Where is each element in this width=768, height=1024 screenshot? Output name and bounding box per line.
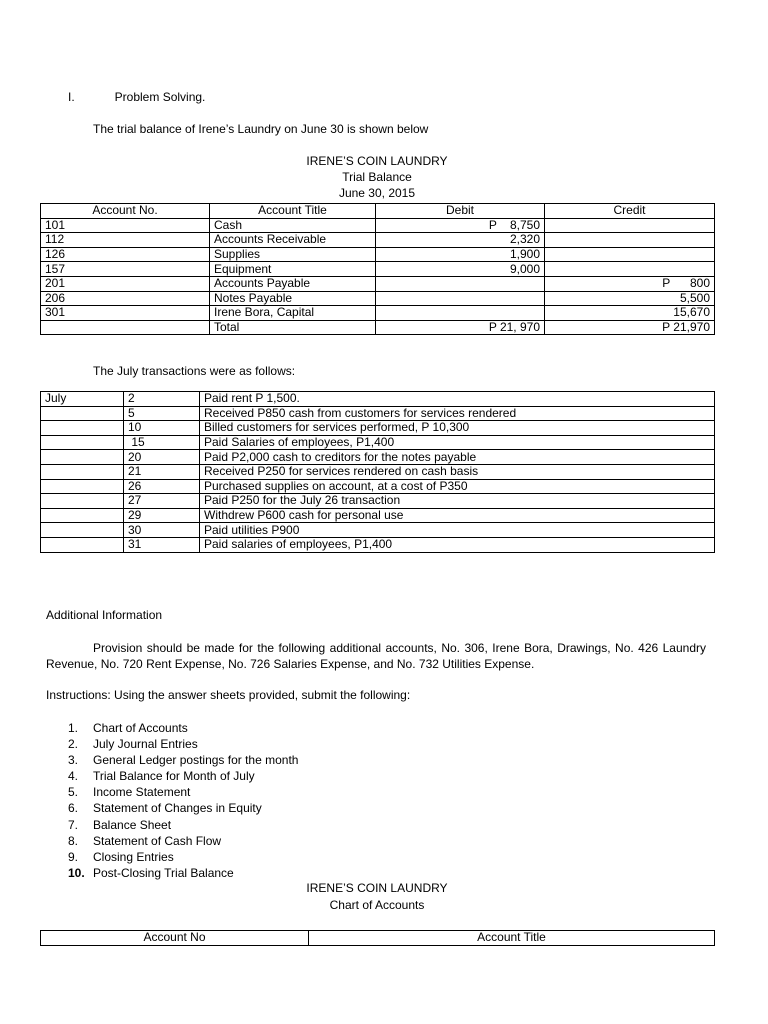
instruction-text: Income Statement xyxy=(93,785,191,800)
tb-date: June 30, 2015 xyxy=(338,186,416,200)
instruction-item xyxy=(68,784,298,800)
transaction-description: Paid P250 for the July 26 transaction xyxy=(200,494,715,509)
instruction-number: 6. xyxy=(68,801,79,816)
tb-row xyxy=(41,262,715,277)
tb-cell-account-title: Irene Bora, Capital xyxy=(210,306,376,321)
instruction-number: 4. xyxy=(68,769,79,784)
tb-cell-debit: 2,320 xyxy=(376,233,545,248)
tb-cell-account-title: Accounts Receivable xyxy=(210,233,376,248)
transaction-month xyxy=(41,523,124,538)
tb-row xyxy=(41,320,715,335)
tb-cell-account-title: Notes Payable xyxy=(210,291,376,306)
instruction-item xyxy=(68,817,298,833)
tb-cell-credit: P 21,970 xyxy=(545,320,715,335)
transaction-day: 5 xyxy=(124,406,200,421)
tb-cell-debit xyxy=(376,276,545,291)
instruction-text: Statement of Changes in Equity xyxy=(93,801,262,816)
tb-title: Trial Balance xyxy=(342,170,412,184)
instruction-text: Closing Entries xyxy=(93,849,174,864)
tb-header-debit: Debit xyxy=(376,204,545,219)
intro-text: The trial balance of Irene’s Laundry on June 30 is shown below xyxy=(93,122,429,136)
instruction-text: Post-Closing Trial Balance xyxy=(93,865,234,880)
tb-row xyxy=(41,247,715,262)
tb-cell-account-no: 206 xyxy=(41,291,210,306)
transaction-day: 21 xyxy=(124,464,200,479)
transaction-month xyxy=(41,508,124,523)
transaction-row xyxy=(41,494,715,509)
coa-header-row xyxy=(41,931,715,946)
tb-cell-debit xyxy=(376,306,545,321)
instruction-number: 2. xyxy=(68,737,79,752)
transaction-row xyxy=(41,406,715,421)
tb-cell-credit xyxy=(545,233,715,248)
transaction-description: Withdrew P600 cash for personal use xyxy=(200,508,715,523)
tb-cell-account-title: Accounts Payable xyxy=(210,276,376,291)
transaction-day: 30 xyxy=(124,523,200,538)
chart-of-accounts-table xyxy=(40,930,715,946)
transaction-description: Billed customers for services performed, P 10,300 xyxy=(200,421,715,436)
instruction-item xyxy=(68,833,298,849)
instruction-number: 1. xyxy=(68,721,79,735)
tb-company: IRENE’S COIN LAUNDRY xyxy=(306,154,448,168)
tb-cell-debit xyxy=(376,291,545,306)
transaction-row xyxy=(41,479,715,494)
transaction-day: 20 xyxy=(124,450,200,465)
instruction-number: 10. xyxy=(68,865,85,880)
transaction-description: Received P250 for services rendered on cash basis xyxy=(200,464,715,479)
coa-header-account-title: Account Title xyxy=(309,931,715,946)
section-numeral: I. xyxy=(68,90,75,104)
additional-heading: Additional Information xyxy=(46,608,163,622)
tb-cell-credit xyxy=(545,218,715,233)
tb-cell-debit: 9,000 xyxy=(376,262,545,277)
instruction-text: Chart of Accounts xyxy=(93,721,188,735)
instruction-item xyxy=(68,800,298,816)
transaction-row xyxy=(41,464,715,479)
instruction-text: General Ledger postings for the month xyxy=(93,753,299,768)
transaction-month xyxy=(41,464,124,479)
instruction-text: Balance Sheet xyxy=(93,817,172,832)
tb-cell-credit: P 800 xyxy=(545,276,715,291)
instruction-list xyxy=(68,720,298,881)
transaction-row xyxy=(41,435,715,450)
transaction-day: 10 xyxy=(124,421,200,436)
transaction-day: 27 xyxy=(124,494,200,509)
instruction-item xyxy=(68,865,298,881)
instruction-number: 9. xyxy=(68,849,79,864)
transaction-description: Paid Salaries of employees, P1,400 xyxy=(200,435,715,450)
tb-cell-account-title: Equipment xyxy=(210,262,376,277)
tb-cell-account-title: Supplies xyxy=(210,247,376,262)
instruction-number: 3. xyxy=(68,753,79,768)
tb-row xyxy=(41,233,715,248)
tb-header-account-no: Account No. xyxy=(41,204,210,219)
tb-cell-debit: P 8,750 xyxy=(376,218,545,233)
instruction-item xyxy=(68,752,298,768)
coa-header-account-no: Account No xyxy=(41,931,309,946)
tb-row xyxy=(41,306,715,321)
tb-row xyxy=(41,291,715,306)
transaction-day: 31 xyxy=(124,537,200,552)
tb-cell-credit xyxy=(545,247,715,262)
section-title: Problem Solving. xyxy=(114,90,206,104)
transaction-month xyxy=(41,479,124,494)
instruction-item xyxy=(68,768,298,784)
transaction-row xyxy=(41,421,715,436)
transaction-month xyxy=(41,421,124,436)
transaction-day: 15 xyxy=(124,435,200,450)
transaction-month xyxy=(41,494,124,509)
transaction-month xyxy=(41,435,124,450)
transaction-row xyxy=(41,523,715,538)
instruction-text: Statement of Cash Flow xyxy=(93,833,222,848)
tb-cell-account-no: 301 xyxy=(41,306,210,321)
tb-cell-account-no: 201 xyxy=(41,276,210,291)
tb-cell-account-no: 101 xyxy=(41,218,210,233)
instruction-text: Trial Balance for Month of July xyxy=(93,769,255,784)
coa-company: IRENE’S COIN LAUNDRY xyxy=(306,881,448,895)
section-heading xyxy=(68,90,205,104)
transaction-row xyxy=(41,537,715,552)
transaction-month xyxy=(41,450,124,465)
transaction-row xyxy=(41,392,715,407)
transaction-month xyxy=(41,406,124,421)
instruction-item xyxy=(68,720,298,736)
tb-cell-debit: P 21, 970 xyxy=(376,320,545,335)
instruction-item xyxy=(68,849,298,865)
tb-cell-account-title: Total xyxy=(210,320,376,335)
july-intro: The July transactions were as follows: xyxy=(93,364,296,378)
transaction-description: Purchased supplies on account, at a cost of P350 xyxy=(200,479,715,494)
instructions-text: Instructions: Using the answer sheets provided, submit the following: xyxy=(46,688,411,702)
tb-cell-account-no: 112 xyxy=(41,233,210,248)
tb-cell-account-title: Cash xyxy=(210,218,376,233)
transaction-day: 29 xyxy=(124,508,200,523)
additional-text: Provision should be made for the following additional accounts, No. 306, Irene Bora, Drawings, No. 426 Laundry Revenue, No. 720 Rent Expense, No. 726 Salaries Expense, and No. 732 Utilities Expense. xyxy=(46,641,706,671)
transaction-description: Paid salaries of employees, P1,400 xyxy=(200,537,715,552)
transactions-table xyxy=(40,391,715,553)
tb-cell-account-no xyxy=(41,320,210,335)
tb-cell-credit: 5,500 xyxy=(545,291,715,306)
tb-header-row xyxy=(41,204,715,219)
transaction-month: July xyxy=(41,392,124,407)
coa-title: Chart of Accounts xyxy=(329,898,425,912)
instruction-number: 7. xyxy=(68,817,79,832)
transaction-description: Paid utilities P900 xyxy=(200,523,715,538)
transaction-day: 2 xyxy=(124,392,200,407)
tb-cell-account-no: 126 xyxy=(41,247,210,262)
tb-cell-account-no: 157 xyxy=(41,262,210,277)
tb-row xyxy=(41,218,715,233)
transaction-description: Paid rent P 1,500. xyxy=(200,392,715,407)
transaction-row xyxy=(41,508,715,523)
trial-balance-table xyxy=(40,203,715,335)
instruction-text: July Journal Entries xyxy=(93,737,198,752)
tb-header-account-title: Account Title xyxy=(210,204,376,219)
tb-cell-credit xyxy=(545,262,715,277)
tb-cell-debit: 1,900 xyxy=(376,247,545,262)
transaction-row xyxy=(41,450,715,465)
transaction-month xyxy=(41,537,124,552)
tb-header-credit: Credit xyxy=(545,204,715,219)
transaction-description: Received P850 cash from customers for services rendered xyxy=(200,406,715,421)
tb-row xyxy=(41,276,715,291)
instruction-number: 8. xyxy=(68,833,79,848)
instruction-number: 5. xyxy=(68,785,79,800)
tb-cell-credit: 15,670 xyxy=(545,306,715,321)
transaction-description: Paid P2,000 cash to creditors for the notes payable xyxy=(200,450,715,465)
transaction-day: 26 xyxy=(124,479,200,494)
instruction-item xyxy=(68,736,298,752)
